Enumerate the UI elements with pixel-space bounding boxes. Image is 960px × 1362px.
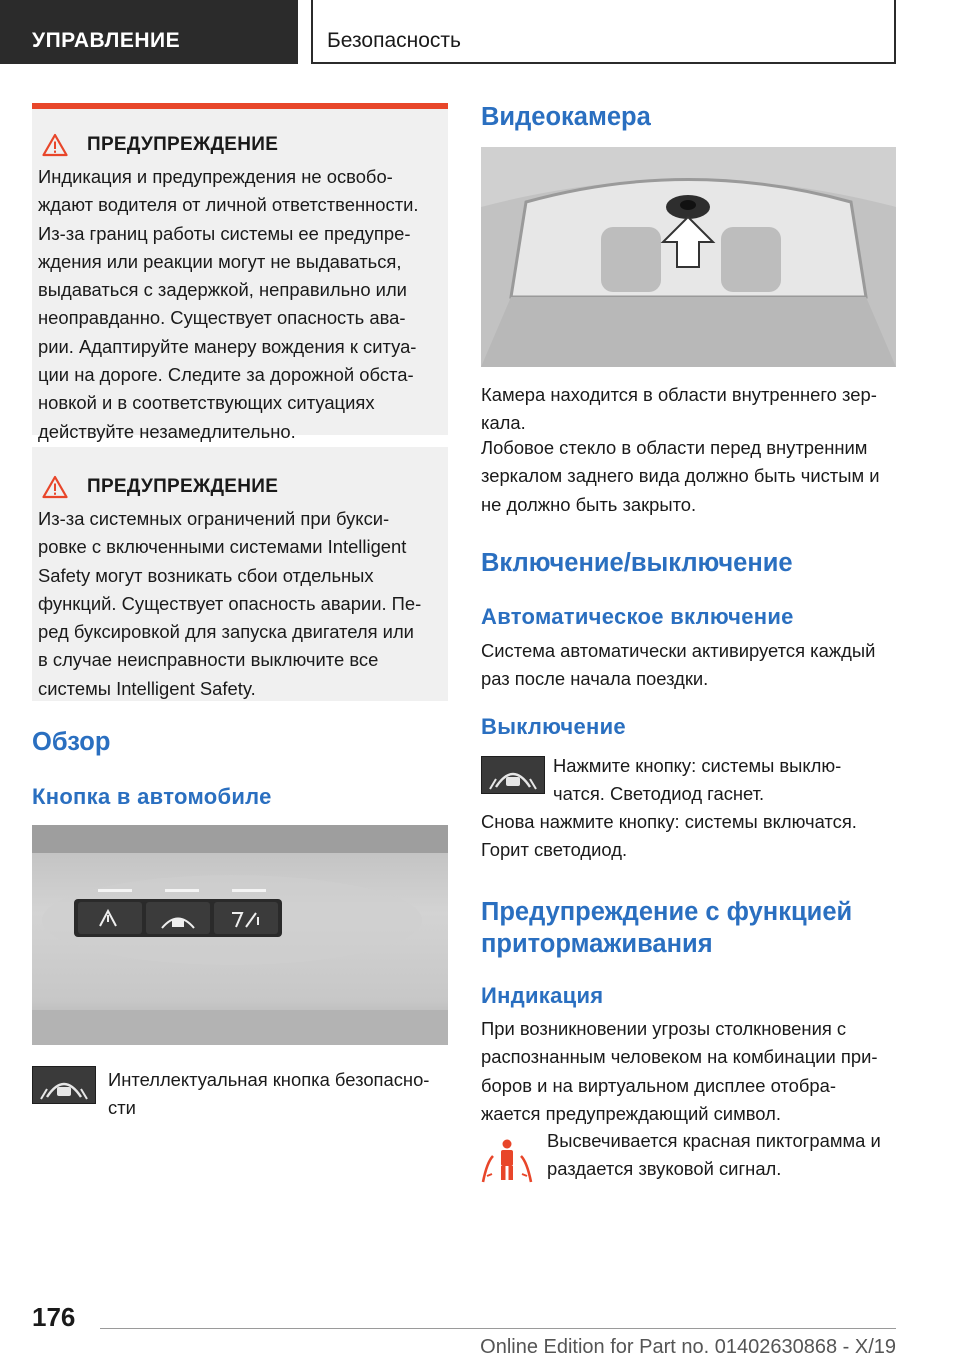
- camera-text-2: Лобовое стекло в области перед внутренним зеркалом заднего вида должно быть чистым и не должно быть закрыто.: [481, 437, 880, 515]
- button-caption: Интеллектуальная кнопка безопасно- сти: [108, 1069, 430, 1119]
- pedestrian-icon-text: Высвечивается красная пиктограмма и раздается звуковой сигнал.: [547, 1130, 881, 1180]
- button-in-car-heading: Кнопка в автомобиле: [32, 784, 272, 809]
- brake-warning-heading: Предупреждение с функцией притормаживания: [481, 898, 853, 958]
- edition-note: Online Edition for Part no. 01402630868 - X/19: [480, 1336, 896, 1358]
- warning-title: ПРЕДУПРЕЖДЕНИЕ: [87, 134, 279, 155]
- chapter-title: Безопасность: [311, 0, 896, 64]
- warning-triangle-icon: [42, 133, 68, 157]
- warning-text: Из-за системных ограничений при букси- ровке с включенными системами Intelligent Safety могут возникать сбои отдельных функций. Существует опасность аварии. Пе- ред буксировкой для запуска двигателя или в случае неисправности выключите все системы Intelligent Safety.: [38, 508, 422, 699]
- warning-text: Индикация и предупреждения не освобо- ждают водителя от личной ответственности. Из-за границ работы системы ее предупре- ждения или реакции могут не выдаваться, выдаваться с задержкой, неправильно или неоправданно. Существует опасность ава- рии. Адаптируйте манеру вождения к ситуа- ции на дороге. Следите за дорожной обста- новкой и в соответствующих ситуациях действуйте незамедлительно.: [38, 166, 419, 442]
- switch-on-again-text: Снова нажмите кнопку: системы включатся. Горит светодиод.: [481, 811, 857, 861]
- camera-location-photo: [481, 147, 896, 367]
- warning-box-2: [32, 447, 448, 701]
- switch-off-icon-text: Нажмите кнопку: системы выклю- чатся. Светодиод гаснет.: [553, 755, 842, 805]
- warning-bar: [32, 103, 448, 109]
- warning-triangle-icon: [42, 475, 68, 499]
- camera-text-1: Камера находится в области внутреннего зер- кала.: [481, 384, 877, 434]
- indication-text: При возникновении угрозы столкновения с распознанным человеком на комбинации при- боров и на виртуальном дисплее отобра- жается предупреждающий символ.: [481, 1018, 878, 1124]
- section-tab: УПРАВЛЕНИЕ: [0, 0, 298, 64]
- camera-heading: Видеокамера: [481, 103, 651, 131]
- auto-on-heading: Автоматическое включение: [481, 604, 794, 629]
- auto-on-text: Система автоматически активируется каждый раз после начала поездки.: [481, 640, 876, 690]
- onoff-heading: Включение/выключение: [481, 549, 793, 577]
- warning-title: ПРЕДУПРЕЖДЕНИЕ: [87, 476, 279, 497]
- safety-button-icon: [32, 1066, 96, 1104]
- warning-bar: [32, 447, 448, 453]
- indication-heading: Индикация: [481, 983, 604, 1008]
- overview-heading: Обзор: [32, 728, 111, 756]
- switch-off-heading: Выключение: [481, 714, 626, 739]
- footer-divider: [100, 1328, 896, 1329]
- page-number: 176: [32, 1302, 76, 1332]
- warning-box-1: [32, 103, 448, 442]
- pedestrian-warning-icon: [481, 1136, 533, 1184]
- button-panel-photo: [32, 825, 448, 1045]
- safety-button-icon: [481, 756, 545, 794]
